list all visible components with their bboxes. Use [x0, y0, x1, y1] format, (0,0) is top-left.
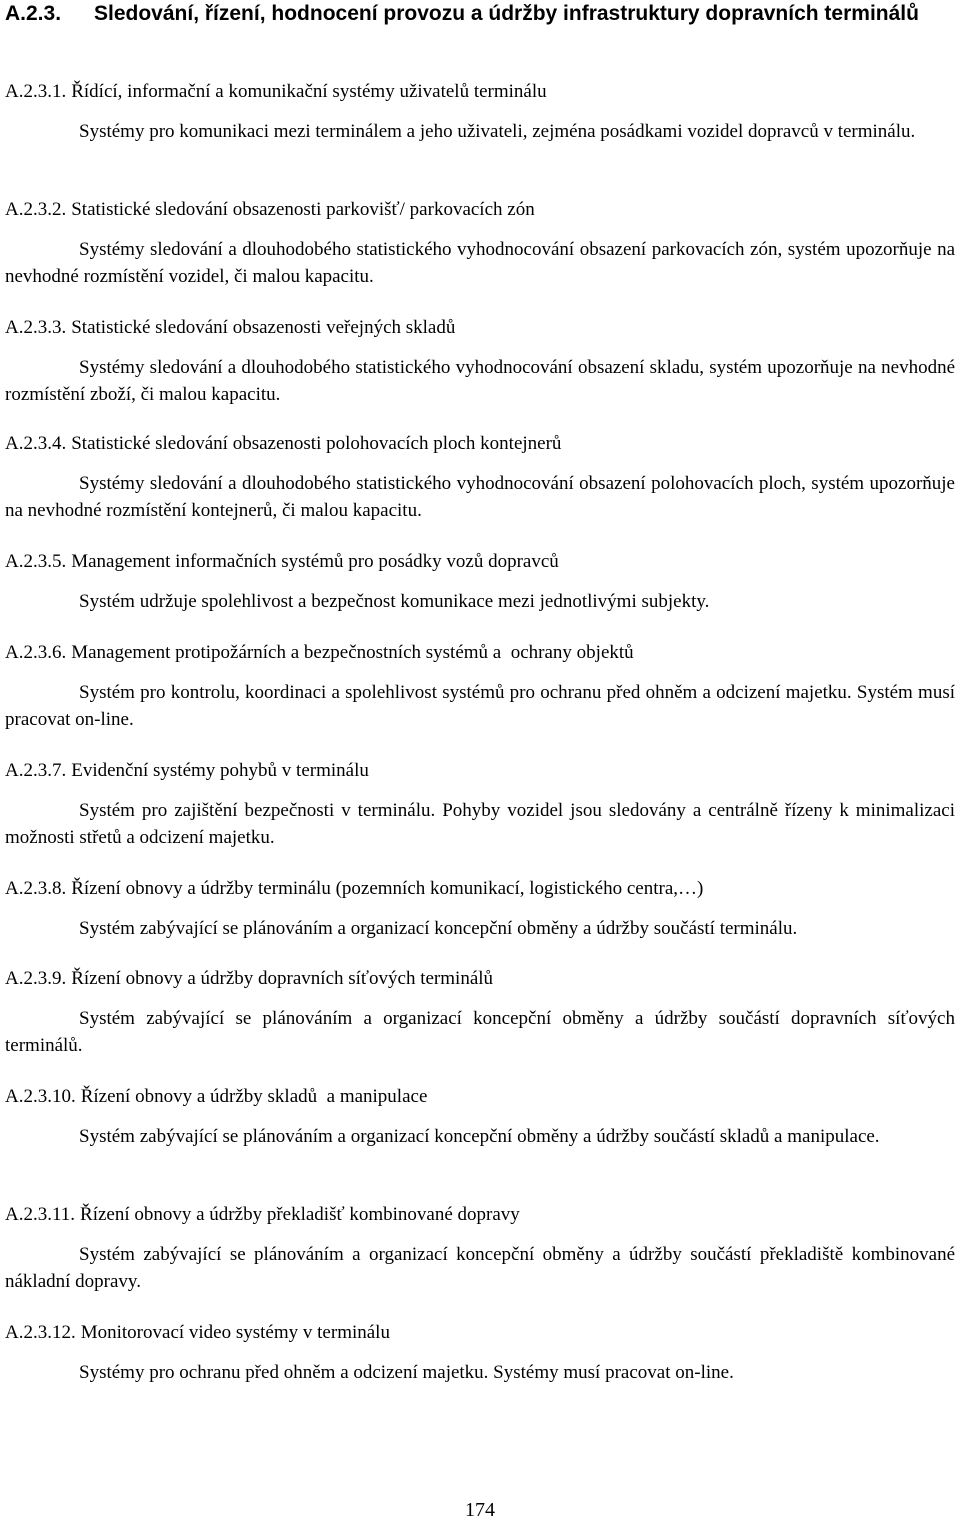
section-title [5, 640, 955, 666]
section-title [5, 79, 955, 105]
section-4 [5, 431, 955, 524]
section-number: A.2.3.8. [5, 878, 67, 899]
section-11 [5, 1202, 955, 1295]
section-number: A.2.3.3. [5, 317, 67, 338]
section-title [5, 549, 955, 575]
section-title-text: Řídící, informační a komunikační systémy uživatelů terminálu [71, 81, 547, 102]
section-3 [5, 315, 955, 408]
section-title-text: Statistické sledování obsazenosti parkovišť/ parkovacích zón [71, 199, 535, 220]
section-5 [5, 549, 955, 615]
section-body: Systém pro kontrolu, koordinaci a spolehlivost systémů pro ochranu před ohněm a odcizení majetku. Systém musí pracovat on-line. [5, 682, 955, 730]
section-title-text: Statistické sledování obsazenosti veřejných skladů [71, 317, 456, 338]
section-title [5, 758, 955, 784]
section-title [5, 1202, 955, 1228]
section-title-text: Řízení obnovy a údržby dopravních síťových terminálů [71, 968, 494, 989]
section-title-text: Řízení obnovy a údržby překladišť kombinované dopravy [80, 1204, 520, 1225]
section-title [5, 1320, 955, 1346]
section-title [5, 431, 955, 457]
section-number: A.2.3.12. [5, 1322, 76, 1343]
main-heading-number: A.2.3. [5, 2, 62, 25]
section-7 [5, 758, 955, 851]
section-2 [5, 197, 955, 290]
section-1 [5, 79, 955, 145]
section-title-text: Statistické sledování obsazenosti polohovacích ploch kontejnerů [71, 433, 562, 454]
section-title [5, 315, 955, 341]
section-body: Systémy sledování a dlouhodobého statistického vyhodnocování obsazení skladu, systém upozorňuje na nevhodné rozmístění zboží, či malou kapacitu. [5, 357, 955, 405]
section-number: A.2.3.6. [5, 642, 67, 663]
section-title [5, 197, 955, 223]
section-body: Systémy sledování a dlouhodobého statistického vyhodnocování obsazení parkovacích zón, systém upozorňuje na nevhodné rozmístění vozidel, či malou kapacitu. [5, 239, 955, 287]
section-number: A.2.3.1. [5, 81, 67, 102]
section-body: Systém pro zajištění bezpečnosti v terminálu. Pohyby vozidel jsou sledovány a centrálně řízeny k minimalizaci možnosti střetů a odcizení majetku. [5, 800, 955, 848]
section-title [5, 966, 955, 992]
section-title-text: Management informačních systémů pro posádky vozů dopravců [71, 551, 559, 572]
section-body: Systém zabývající se plánováním a organizací koncepční obměny a údržby součástí skladů a manipulace. [79, 1126, 880, 1147]
section-body: Systém udržuje spolehlivost a bezpečnost komunikace mezi jednotlivými subjekty. [79, 591, 710, 612]
section-title-text: Řízení obnovy a údržby terminálu (pozemních komunikací, logistického centra,…) [71, 878, 704, 899]
section-body: Systém zabývající se plánováním a organizací koncepční obměny a údržby součástí překladiště kombinované nákladní dopravy. [5, 1244, 955, 1292]
section-body: Systém zabývající se plánováním a organizací koncepční obměny a údržby součástí terminálu. [79, 918, 798, 939]
main-heading [5, 0, 955, 28]
section-number: A.2.3.9. [5, 968, 67, 989]
section-title-text: Monitorovací video systémy v terminálu [80, 1322, 390, 1343]
section-body: Systém zabývající se plánováním a organizací koncepční obměny a údržby součástí dopravních síťových terminálů. [5, 1008, 955, 1056]
section-10 [5, 1084, 955, 1150]
section-title [5, 1084, 955, 1110]
section-6 [5, 640, 955, 733]
section-number: A.2.3.10. [5, 1086, 76, 1107]
section-9 [5, 966, 955, 1059]
section-body: Systémy pro komunikaci mezi terminálem a jeho uživateli, zejména posádkami vozidel dopravců v terminálu. [79, 121, 916, 142]
section-title-text: Evidenční systémy pohybů v terminálu [71, 760, 369, 781]
section-number: A.2.3.7. [5, 760, 67, 781]
section-title [5, 876, 955, 902]
section-body: Systémy pro ochranu před ohněm a odcizení majetku. Systémy musí pracovat on-line. [79, 1362, 734, 1383]
section-8 [5, 876, 955, 942]
page-number: 174 [465, 1499, 495, 1521]
section-12 [5, 1320, 955, 1386]
section-number: A.2.3.4. [5, 433, 67, 454]
section-number: A.2.3.11. [5, 1204, 76, 1225]
section-number: A.2.3.5. [5, 551, 67, 572]
section-body: Systémy sledování a dlouhodobého statistického vyhodnocování obsazení polohovacích ploch, systém upozorňuje na nevhodné rozmístění kontejnerů, či malou kapacitu. [5, 473, 955, 521]
section-title-text: Řízení obnovy a údržby skladů a manipulace [80, 1086, 428, 1107]
main-heading-title: Sledování, řízení, hodnocení provozu a údržby infrastruktury dopravních terminálů [94, 2, 919, 25]
section-title-text: Management protipožárních a bezpečnostních systémů a ochrany objektů [71, 642, 634, 663]
section-number: A.2.3.2. [5, 199, 67, 220]
